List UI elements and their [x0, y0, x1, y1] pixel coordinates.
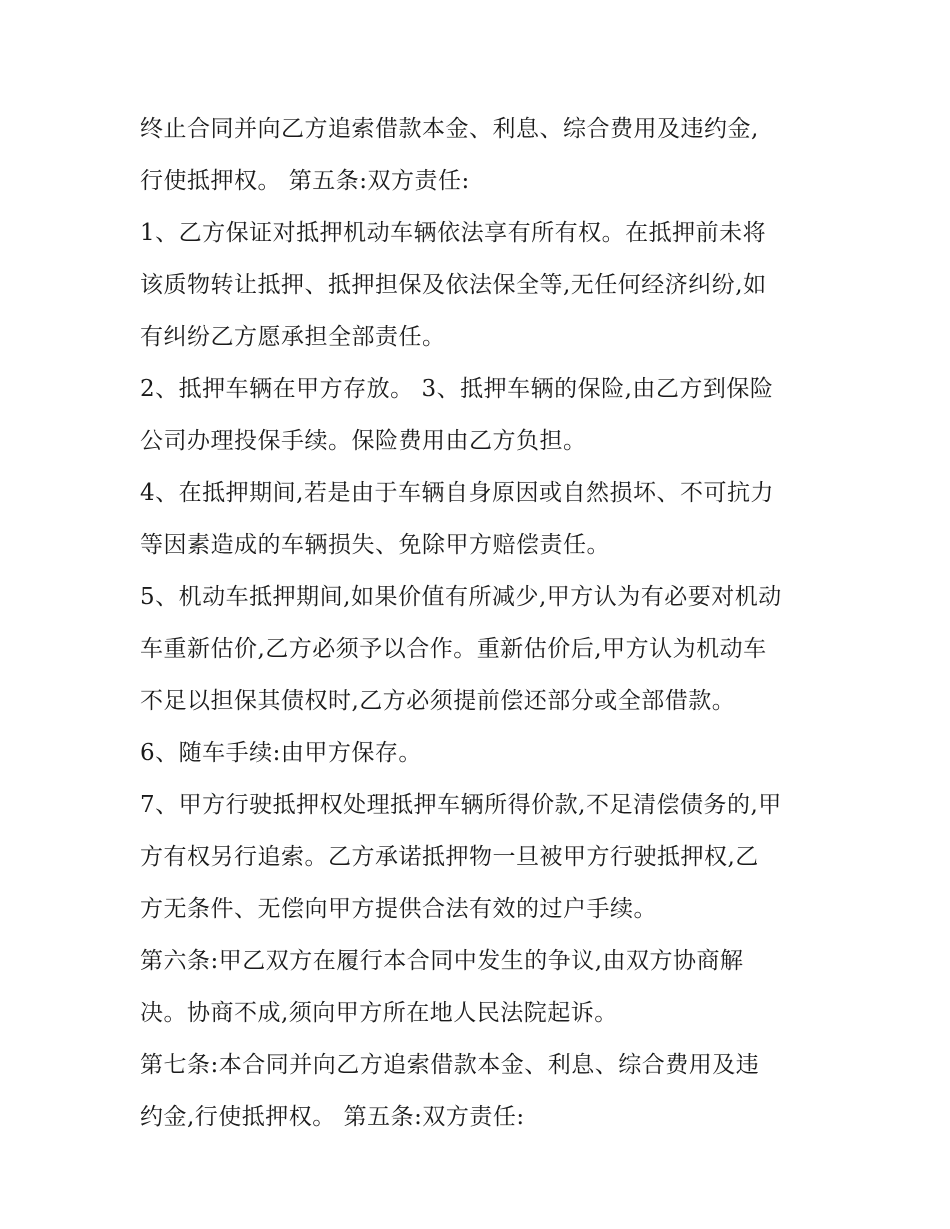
paragraph-clause-5: 5、机动车抵押期间,如果价值有所减少,甲方认为有必要对机动 车重新估价,乙方必须予以合作。重新估价后,甲方认为机动车 不足以担保其债权时,乙方必须提前偿还部分或全部借款。	[140, 584, 782, 714]
paragraph-clause-7: 7、甲方行驶抵押权处理抵押车辆所得价款,不足清偿债务的,甲 方有权另行追索。乙方承诺抵押物一旦被甲方行驶抵押权,乙 方无条件、无偿向甲方提供合法有效的过户手续。	[140, 792, 782, 922]
paragraph-termination: 终止合同并向乙方追索借款本金、利息、综合费用及违约金, 行使抵押权。 第五条:双方责任:	[140, 116, 759, 194]
paragraph-article-6: 第六条:甲乙双方在履行本合同中发生的争议,由双方协商解 决。协商不成,须向甲方所在地人民法院起诉。	[140, 948, 744, 1026]
paragraph-article-7: 第七条:本合同并向乙方追索借款本金、利息、综合费用及违 约金,行使抵押权。 第五条:双方责任:	[140, 1052, 760, 1130]
document-body	[140, 103, 820, 1143]
paragraph-clause-4: 4、在抵押期间,若是由于车辆自身原因或自然损坏、不可抗力 等因素造成的车辆损失、免除甲方赔偿责任。	[140, 480, 774, 558]
paragraph-clause-6: 6、随车手续:由甲方保存。	[140, 740, 422, 766]
paragraph-clause-1: 1、乙方保证对抵押机动车辆依法享有所有权。在抵押前未将 该质物转让抵押、抵押担保及依法保全等,无任何经济纠纷,如 有纠纷乙方愿承担全部责任。	[140, 220, 767, 350]
paragraph-clause-2-3: 2、抵押车辆在甲方存放。 3、抵押车辆的保险,由乙方到保险 公司办理投保手续。保险费用由乙方负担。	[140, 376, 774, 454]
